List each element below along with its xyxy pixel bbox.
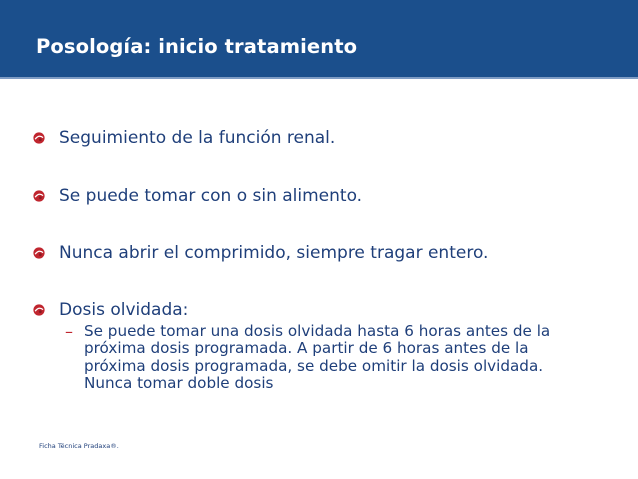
bullet-icon — [32, 189, 46, 203]
title-bar-underline — [0, 77, 638, 79]
bullet-item — [0, 186, 638, 210]
sub-bullet-marker: – — [65, 322, 73, 341]
bullet-text: Seguimiento de la función renal. — [59, 128, 336, 148]
bullet-item — [0, 243, 638, 267]
footer-source: Ficha Técnica Pradaxa®. — [39, 442, 119, 450]
sub-bullet-text: Se puede tomar una dosis olvidada hasta 6 horas antes de la próxima dosis programada. A partir de 6 horas antes de la próxima dosis programada, se debe omitir la dosis olvidada. Nunca tomar doble dosis — [84, 322, 551, 393]
bullet-icon — [32, 303, 46, 317]
bullet-text: Se puede tomar con o sin alimento. — [59, 186, 363, 206]
bullet-item — [0, 300, 638, 324]
bullet-item — [0, 128, 638, 152]
slide-title: Posología: inicio tratamiento — [36, 35, 358, 58]
bullet-text: Nunca abrir el comprimido, siempre tragar entero. — [59, 243, 489, 263]
bullet-icon — [32, 246, 46, 260]
bullet-text: Dosis olvidada: — [59, 300, 189, 320]
bullet-icon — [32, 131, 46, 145]
